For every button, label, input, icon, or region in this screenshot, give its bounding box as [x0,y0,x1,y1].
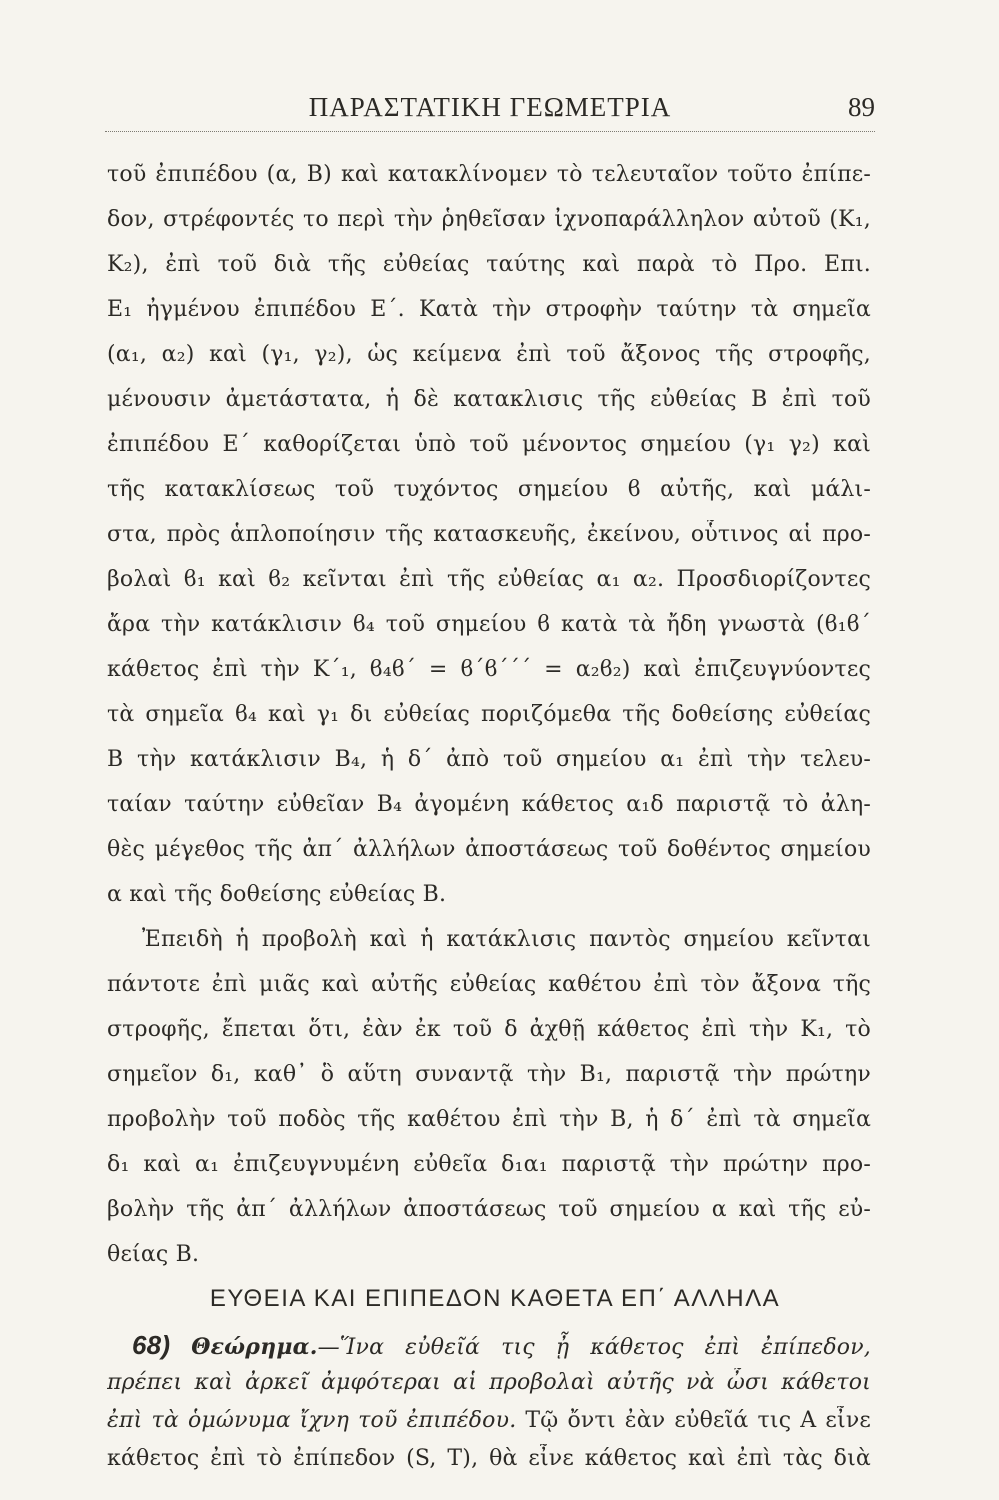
page-title: ΠΑΡΑΣΤΑΤΙΚΗ ΓΕΩΜΕΤΡΙΑ [308,92,672,122]
text-line: θείας Β. [107,1242,200,1267]
text-line: τῆς κατακλίσεως τοῦ τυχόντος σημείου ϐ αὐτῆς, καὶ μάλι- [107,477,871,502]
theorem-label: Θεώρημα. [191,1334,318,1360]
running-head [105,92,875,132]
text-line: ταίαν ταύτην εὐθεῖαν Β₄ ἀγομένη κάθετος α₁δ παριστᾷ τὸ ἀλη- [107,792,871,817]
text-line: τοῦ ἐπιπέδου (α, Β) καὶ κατακλίνομεν τὸ τελευταῖον τοῦτο ἐπίπε- [107,162,871,187]
text-line: στροφῆς, ἔπεται ὅτι, ἐὰν ἐκ τοῦ δ ἀχθῇ κάθετος ἐπὶ τὴν Κ₁, τὸ [107,1017,871,1042]
text-line: μένουσιν ἀμετάστατα, ἡ δὲ κατακλισις τῆς εὐθείας Β ἐπὶ τοῦ [107,387,871,412]
header-rule [105,131,875,132]
text-line: πάντοτε ἐπὶ μιᾶς καὶ αὐτῆς εὐθείας καθέτου ἐπὶ τὸν ἄξονα τῆς [107,972,871,997]
text-line: κάθετος ἐπὶ τὸ ἐπίπεδον (S, T), θὰ εἶνε κάθετος καὶ ἐπὶ τὰς διὰ [107,1446,871,1471]
section-heading: ΕΥΘΕΙΑ ΚΑΙ ΕΠΙΠΕΔΟΝ ΚΑΘΕΤΑ ΕΠ΄ ΑΛΛΗΛΑ [209,1285,781,1312]
text-line: προβολὴν τοῦ ποδὸς τῆς καθέτου ἐπὶ τὴν Β, ἡ δ΄ ἐπὶ τὰ σημεῖα [107,1107,871,1132]
text-line: ἐπιπέδου Ε΄ καθορίζεται ὑπὸ τοῦ μένοντος σημείου (γ₁ γ₂) καὶ [107,432,871,457]
theorem-line [107,1406,871,1436]
text-line: βολαὶ ϐ₁ καὶ ϐ₂ κεῖνται ἐπὶ τῆς εὐθείας α₁ α₂. Προσδιορίζοντες [107,567,871,592]
text-line: δ₁ καὶ α₁ ἐπιζευγνυμένη εὐθεῖα δ₁α₁ παριστᾷ τὴν πρώτην προ- [107,1152,871,1177]
theorem-text: —Ἵνα εὐθεῖά τις ᾖ κάθετος ἐπὶ ἐπίπεδον, [317,1335,871,1360]
body-text: Τῷ ὄντι ἐὰν εὐθεῖά τις Α εἶνε [516,1408,871,1433]
theorem-number: 68) [132,1330,171,1360]
text-line: Β τὴν κατάκλισιν Β₄, ἡ δ΄ ἀπὸ τοῦ σημείου α₁ ἐπὶ τὴν τελευ- [107,747,871,772]
text-line: βολὴν τῆς ἀπ΄ ἀλλήλων ἀποστάσεως τοῦ σημείου α καὶ τῆς εὐ- [107,1197,871,1222]
text-line: σημεῖον δ₁, καθ᾽ ὃ αὕτη συναντᾷ τὴν Β₁, παριστᾷ τὴν πρώτην [107,1062,871,1087]
text-line: Ἐπειδὴ ἡ προβολὴ καὶ ἡ κατάκλισις παντὸς σημείου κεῖνται [142,927,871,952]
page-number: 89 [848,92,875,122]
theorem-line [132,1330,871,1363]
text-line: στα, πρὸς ἁπλοποίησιν τῆς κατασκευῆς, ἐκείνου, οὗτινος αἱ προ- [107,522,871,547]
text-line: δον, στρέφοντές το περὶ τὴν ῥηθεῖσαν ἰχνοπαράλληλον αὐτοῦ (Κ₁, [107,207,871,232]
text-line: Ε₁ ἠγμένου ἐπιπέδου Ε΄. Κατὰ τὴν στροφὴν ταύτην τὰ σημεῖα [107,297,871,322]
text-line: κάθετος ἐπὶ τὴν Κ΄₁, ϐ₄ϐ΄ = ϐ΄ϐ΄΄΄ = α₂ϐ₂) καὶ ἐπιζευγνύοντες [107,657,871,682]
theorem-line: πρέπει καὶ ἀρκεῖ ἀμφότεραι αἱ προβολαὶ αὐτῆς νὰ ὦσι κάθετοι [107,1370,871,1395]
text-line: τὰ σημεῖα ϐ₄ καὶ γ₁ δι εὐθείας ποριζόμεθα τῆς δοθείσης εὐθείας [107,702,871,727]
theorem-text: ἐπὶ τὰ ὁμώνυμα ἴχνη τοῦ ἐπιπέδου. [107,1408,517,1433]
text-line: Κ₂), ἐπὶ τοῦ διὰ τῆς εὐθείας ταύτης καὶ παρὰ τὸ Προ. Επι. [107,252,871,277]
text-line: α καὶ τῆς δοθείσης εὐθείας Β. [107,882,447,907]
text-line: θὲς μέγεθος τῆς ἀπ΄ ἀλλήλων ἀποστάσεως τοῦ δοθέντος σημείου [107,837,871,862]
text-line: ἄρα τὴν κατάκλισιν ϐ₄ τοῦ σημείου ϐ κατὰ τὰ ἤδη γνωστὰ (ϐ₁ϐ΄ [107,612,871,637]
text-line: (α₁, α₂) καὶ (γ₁, γ₂), ὡς κείμενα ἐπὶ τοῦ ἄξονος τῆς στροφῆς, [107,342,871,367]
